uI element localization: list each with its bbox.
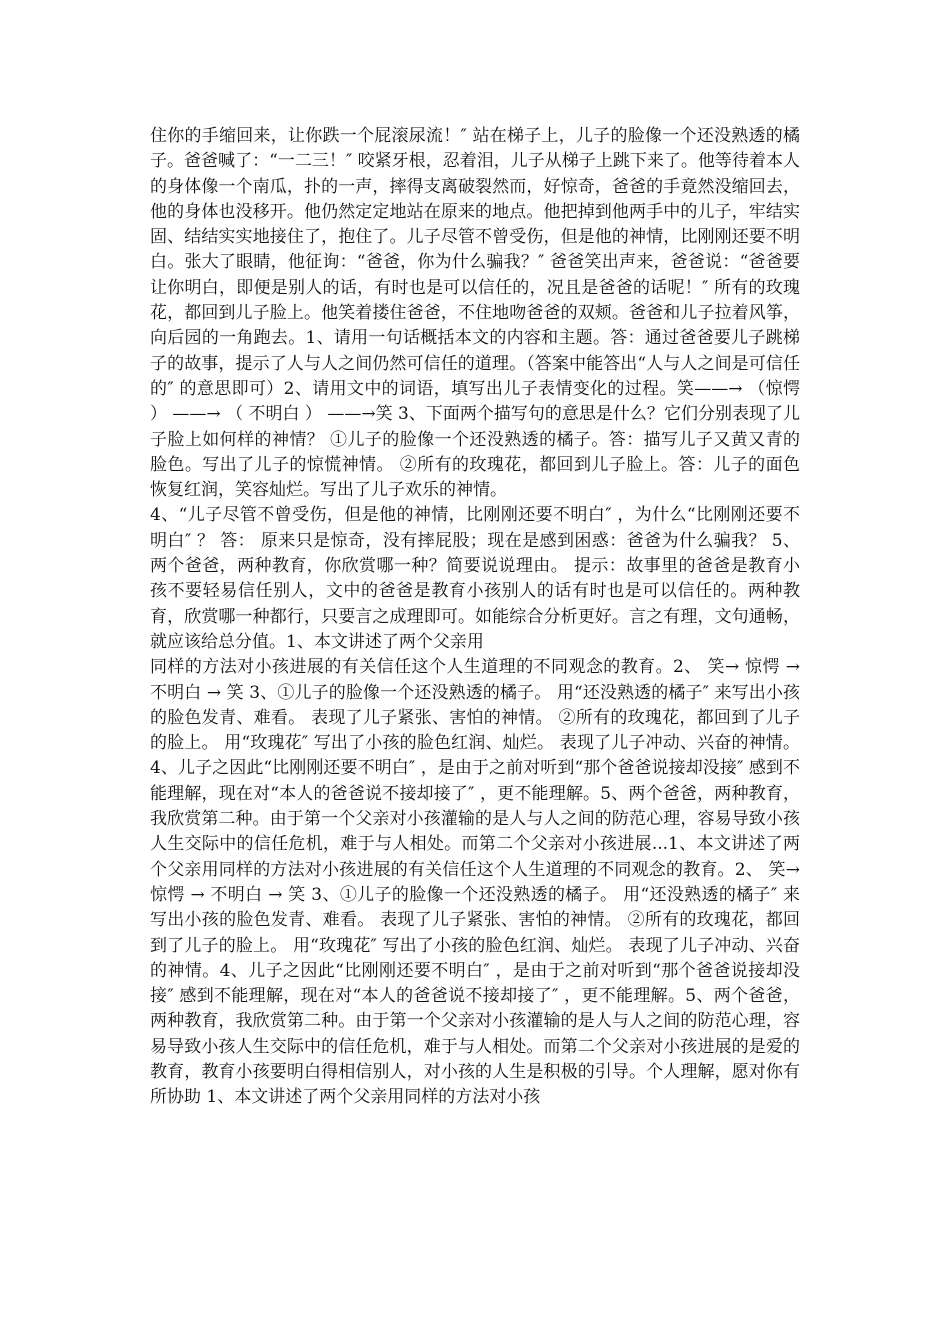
paragraph-story-and-answers-1-3: 住你的手缩回来，让你跌一个屁滚尿流！″ 站在梯子上，儿子的脸像一个还没熟透的橘子。爸爸喊了：“一二三！″ 咬紧牙根，忍着泪，儿子从梯子上跳下来了。他等待着本人的身体像一个南瓜，扑的一声，摔得支离破裂然而，好惊奇，爸爸的手竟然没缩回去，他的身体也没移开。他仍然定定地站在原来的地点。他把掉到他两手中的儿子，牢结实固、结结实实地接住了，抱住了。儿子尽管不曾受伤，但是他的神情，比刚刚还要不明白。张大了眼睛，他征询：“爸爸，你为什么骗我？″ 爸爸笑出声来，爸爸说：“爸爸要让你明白，即便是别人的话，有时也是可以信任的，况且是爸爸的话呢！″ 所有的玫瑰花，都回到儿子脸上。他笑着搂住爸爸，不住地吻爸爸的双颊。爸爸和儿子拉着风筝，向后园的一角跑去。1、请用一句话概括本文的内容和主题。答：通过爸爸要儿子跳梯子的故事，提示了人与人之间仍然可信任的道理。（答案中能答出“人与人之间是可信任的″ 的意思即可）2、请用文中的词语，填写出儿子表情变化的过程。笑——→ （惊愕 ） ——→ （ 不明白 ） ——→笑 3、下面两个描写句的意思是什么？它们分别表现了儿子脸上如何样的神情？ ①儿子的脸像一个还没熟透的橘子。答：描写儿子又黄又青的脸色。写出了儿子的惊慌神情。 ②所有的玫瑰花，都回到儿子脸上。答：儿子的面色恢复红润，笑容灿烂。写出了儿子欢乐的神情。 xyxy=(150,126,800,501)
paragraph-reference-answers: 同样的方法对小孩进展的有关信任这个人生道理的不同观念的教育。2、 笑→ 惊愕 → 不明白 → 笑 3、①儿子的脸像一个还没熟透的橘子。 用“还没熟透的橘子″ 来写出小孩的脸色发青、难看。 表现了儿子紧张、害怕的神情。 ②所有的玫瑰花，都回到了儿子的脸上。 用“玫瑰花″ 写出了小孩的脸色红润、灿烂。 表现了儿子冲动、兴奋的神情。4、儿子之因此“比刚刚还要不明白″ ，是由于之前对听到“那个爸爸说接却没接″ 感到不能理解，现在对“本人的爸爸说不接却接了″ ，更不能理解。5、两个爸爸，两种教育，我欣赏第二种。由于第一个父亲对小孩灌输的是人与人之间的防范心理，容易导致小孩人生交际中的信任危机，难于与人相处。而第二个父亲对小孩进展...1、本文讲述了两个父亲用同样的方法对小孩进展的有关信任这个人生道理的不同观念的教育。2、 笑→ 惊愕 → 不明白 → 笑 3、①儿子的脸像一个还没熟透的橘子。 用“还没熟透的橘子″ 来写出小孩的脸色发青、难看。 表现了儿子紧张、害怕的神情。 ②所有的玫瑰花，都回到了儿子的脸上。 用“玫瑰花″ 写出了小孩的脸色红润、灿烂。 表现了儿子冲动、兴奋的神情。4、儿子之因此“比刚刚还要不明白″ ，是由于之前对听到“那个爸爸说接却没接″ 感到不能理解，现在对“本人的爸爸说不接却接了″ ，更不能理解。5、两个爸爸，两种教育，我欣赏第二种。由于第一个父亲对小孩灌输的是人与人之间的防范心理，容易导致小孩人生交际中的信任危机，难于与人相处。而第二个父亲对小孩进展的是爱的教育，教育小孩要明白得相信别人，对小孩的人生是积极的引导。个人理解，愿对你有所协助 1、本文讲述了两个父亲用同样的方法对小孩 xyxy=(150,657,800,1108)
paragraph-answers-4-5: 4、“儿子尽管不曾受伤，但是他的神情，比刚刚还要不明白″ ，为什么“比刚刚还要不明白″ ？ 答： 原来只是惊奇，没有摔屁股；现在是感到困惑：爸爸为什么骗我？ 5、两个爸爸，两种教育，你欣赏哪一种？简要说说理由。 提示：故事里的爸爸是教育小孩不要轻易信任别人，文中的爸爸是教育小孩别人的话有时也是可以信任的。两种教育，欣赏哪一种都行，只要言之成理即可。如能综合分析更好。言之有理，文句通畅，就应该给总分值。1、本文讲述了两个父亲用 xyxy=(150,505,800,652)
document-page xyxy=(150,124,800,1111)
